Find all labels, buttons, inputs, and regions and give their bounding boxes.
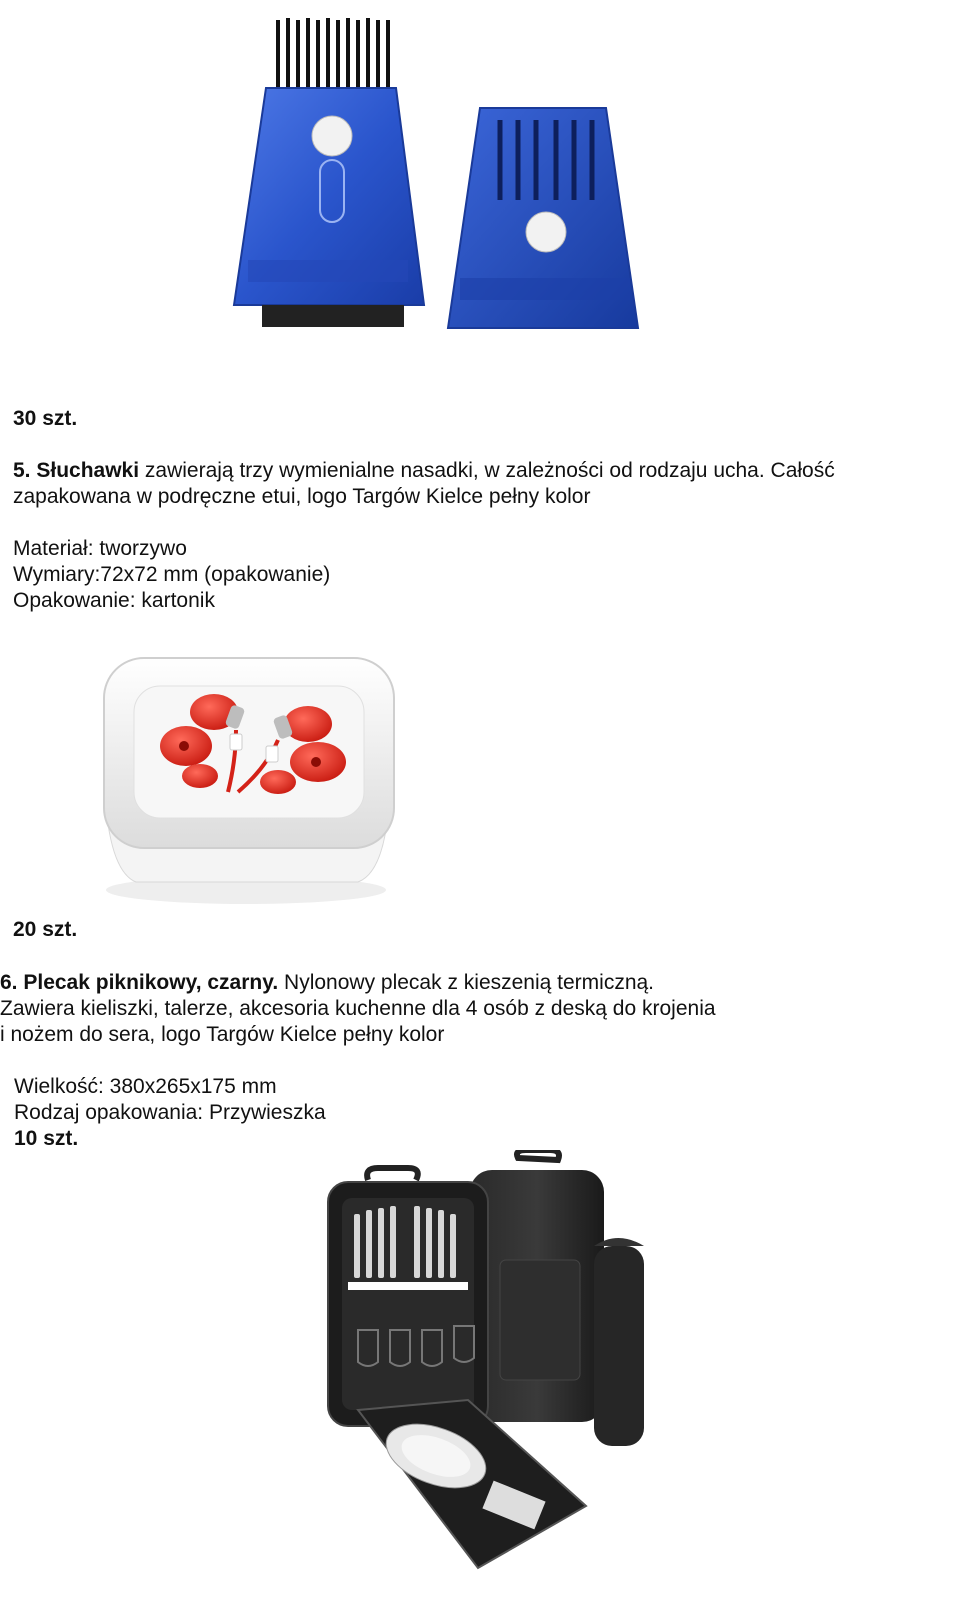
product-image-earphones: [96, 650, 406, 910]
item-5-material: Materiał: tworzywo: [13, 537, 187, 560]
item-5-title: 5. Słuchawki: [13, 459, 140, 482]
item-4-quantity: 30 szt.: [13, 407, 78, 430]
item-5-description-line1: [13, 458, 835, 484]
item-6-size: Wielkość: 380x265x175 mm: [14, 1075, 277, 1098]
item-5-description-line2: zapakowana w podręczne etui, logo Targów Kielce pełny kolor: [13, 485, 591, 508]
item-5-packaging: Opakowanie: kartonik: [13, 589, 215, 612]
item-5-dimensions: Wymiary:72x72 mm (opakowanie): [13, 563, 331, 586]
item-6-description-line1: [0, 970, 654, 996]
product-image-picnic-backpack: [318, 1150, 658, 1570]
item-6-description-line2: Zawiera kieliszki, talerze, akcesoria kuchenne dla 4 osób z deską do krojenia: [0, 997, 716, 1020]
product-image-brush-cleaner: [228, 10, 648, 340]
item-6-description-line3: i nożem do sera, logo Targów Kielce pełny kolor: [0, 1023, 445, 1046]
item-5-quantity: 20 szt.: [13, 918, 78, 941]
item-6-title: 6. Plecak piknikowy, czarny.: [0, 971, 279, 994]
item-5-desc-part1: zawierają trzy wymienialne nasadki, w zależności od rodzaju ucha. Całość: [139, 459, 835, 482]
item-6-desc-part1: Nylonowy plecak z kieszenią termiczną.: [278, 971, 655, 994]
item-6-packaging: Rodzaj opakowania: Przywieszka: [14, 1101, 326, 1124]
item-6-quantity: 10 szt.: [14, 1127, 79, 1150]
